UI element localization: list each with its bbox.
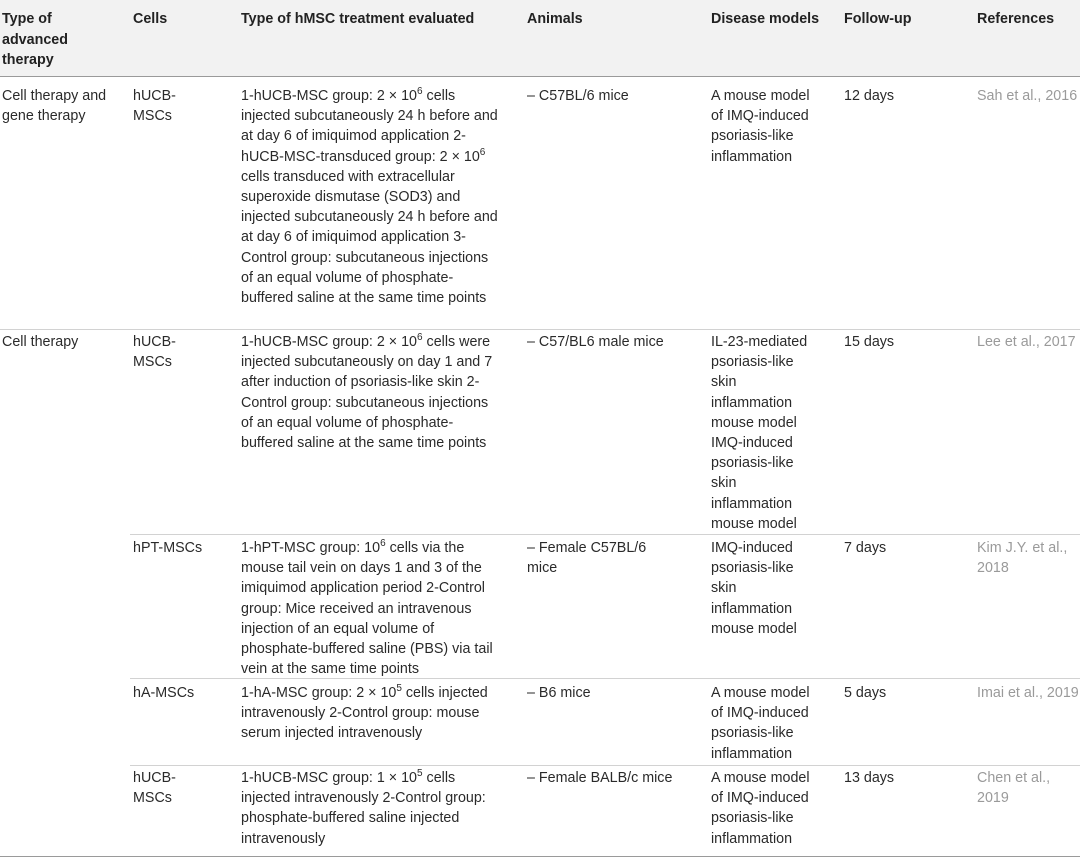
cell-cells: hUCB-MSCs (133, 334, 176, 371)
cell-followup: 5 days (844, 685, 887, 701)
row-divider (130, 534, 1080, 535)
header-followup: Follow-up (844, 11, 912, 27)
cell-disease: A mouse model of IMQ-induced psoriasis-like inflammation (711, 770, 810, 847)
cell-cells: hUCB-MSCs (133, 88, 176, 125)
cell-reference: Imai et al., 2019 (977, 685, 1079, 701)
cell-cells: hUCB-MSCs (133, 770, 176, 807)
cell-cells: hPT-MSCs (133, 540, 203, 556)
row-divider (130, 765, 1080, 766)
cell-treatment: 1-hUCB-MSC group: $1 \times 10^5$ cells injected intravenously 2-Control group: phosphate-buffered saline injected intravenously (241, 768, 486, 847)
row-divider (130, 678, 1080, 679)
header-references: References (977, 11, 1055, 27)
cell-therapy: Cell therapy (2, 334, 79, 350)
cell-treatment: 1-hPT-MSC group: $10^6$ cells via the mouse tail vein on days 1 and 3 of the imiquimod application period 2-Control group: Mice received an intravenous injection of an equal volume of phosphate-buffered saline (PBS) via tail vein at the same time points (241, 538, 493, 678)
cell-reference: Kim J.Y. et al., 2018 (977, 540, 1068, 577)
cell-reference: Lee et al., 2017 (977, 334, 1076, 350)
header-treatment: Type of hMSC treatment evaluated (241, 11, 475, 27)
header-cells: Cells (133, 11, 168, 27)
table-bottom-rule (0, 856, 1080, 857)
cell-therapy: Cell therapy and gene therapy (2, 88, 107, 125)
cell-treatment: 1-hA-MSC group: $2 \times 10^5$ cells injected intravenously 2-Control group: mouse serum injected intravenously (241, 683, 488, 742)
row-divider (0, 329, 1080, 330)
cell-treatment: 1-hUCB-MSC group: $2 \times 10^6$ cells were injected subcutaneously on day 1 and 7 after induction of psoriasis-like skin 2-Control group: subcutaneous injections of an equal volume of phosphate-buffered saline at the same time points (241, 332, 493, 452)
cell-followup: 13 days (844, 770, 895, 786)
table-header (0, 0, 1080, 77)
cell-disease: A mouse model of IMQ-induced psoriasis-like inflammation (711, 88, 810, 165)
header-disease: Disease models (711, 11, 820, 27)
cell-reference: Chen et al., 2019 (977, 770, 1051, 807)
cell-followup: 12 days (844, 88, 895, 104)
cell-followup: 15 days (844, 334, 895, 350)
cell-reference: Sah et al., 2016 (977, 88, 1078, 104)
cell-disease: IL-23-mediated psoriasis-like skin inflammation mouse model IMQ-induced psoriasis-like skin inflammation mouse model (711, 334, 808, 532)
cell-animals: – Female BALB/c mice (527, 770, 673, 786)
cell-animals: – Female C57BL/6 mice (527, 540, 647, 577)
cell-disease: A mouse model of IMQ-induced psoriasis-like inflammation (711, 685, 810, 762)
cell-animals: – B6 mice (527, 685, 591, 701)
header-therapy: Type of advanced therapy (2, 11, 68, 68)
cell-followup: 7 days (844, 540, 887, 556)
cell-animals: – C57BL/6 mice (527, 88, 629, 104)
header-animals: Animals (527, 11, 583, 27)
cell-disease: IMQ-induced psoriasis-like skin inflammation mouse model (711, 540, 797, 637)
cell-cells: hA-MSCs (133, 685, 195, 701)
cell-treatment: 1-hUCB-MSC group: $2 \times 10^6$ cells injected subcutaneously 24 h before and at day 6 of imiquimod application 2-hUCB-MSC-transduced group: $2 \times 10^6$ cells transduced with extracellular superoxide dismutase (SOD3) and injected subcutaneously 24 h before and at day 6 of imiquimod application 3-Control group: subcutaneous injections of an equal volume of phosphate-buffered saline at the same time points (241, 86, 498, 307)
cell-animals: – C57/BL6 male mice (527, 334, 664, 350)
